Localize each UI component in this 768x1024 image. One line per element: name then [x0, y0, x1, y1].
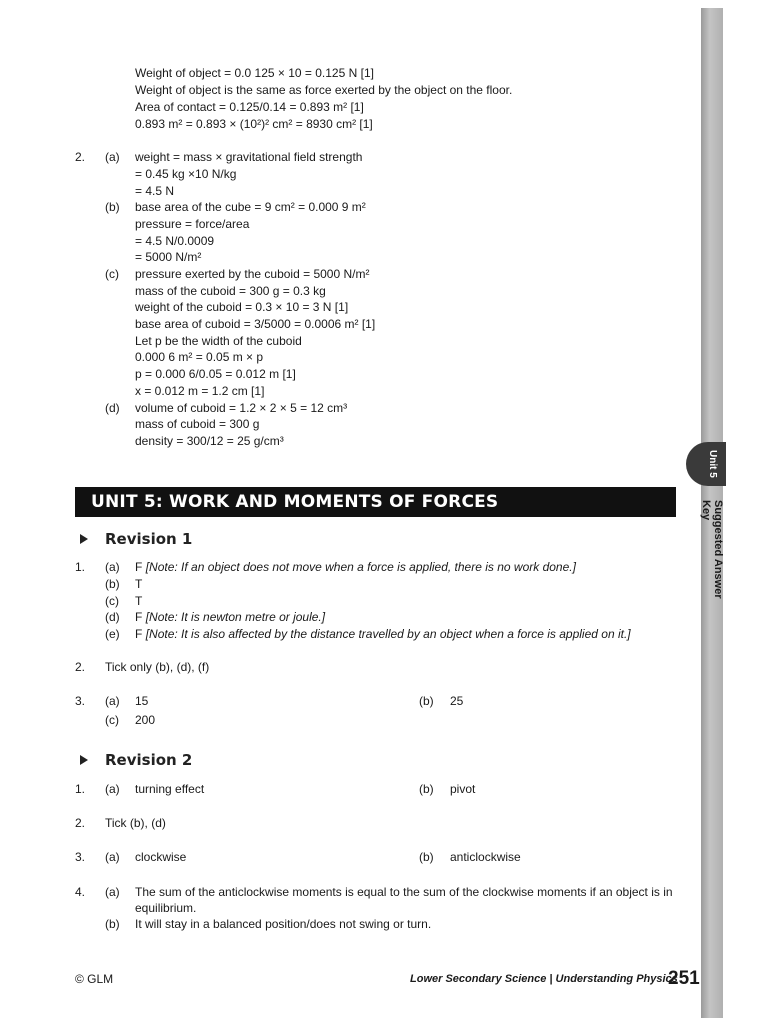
answer-line: mass of cuboid = 300 g [135, 417, 260, 431]
answer-line: volume of cuboid = 1.2 × 2 × 5 = 12 cm³ [135, 401, 348, 415]
part-label: (d) [105, 401, 120, 415]
part-label: (c) [105, 594, 119, 608]
part-label: (a) [105, 850, 120, 864]
part-label: (a) [105, 782, 120, 796]
answer-value: clockwise [135, 850, 187, 864]
part-label: (b) [105, 200, 120, 214]
answer-value: 25 [450, 694, 464, 708]
tf-answer-line [135, 626, 631, 642]
answer-line: base area of cuboid = 3/5000 = 0.0006 m² [1] [135, 317, 376, 331]
answer-line: pressure exerted by the cuboid = 5000 N/m² [135, 267, 370, 281]
copyright: © GLM [75, 972, 114, 986]
question-number: 2. [75, 150, 86, 164]
answer-line: density = 300/12 = 25 g/cm³ [135, 434, 284, 448]
answer-line: weight of the cuboid = 0.3 × 10 = 3 N [1] [135, 300, 349, 314]
tf-answer-line [135, 559, 576, 575]
part-label: (b) [419, 782, 434, 796]
answer-value: anticlockwise [450, 850, 521, 864]
part-label: (c) [105, 713, 119, 727]
answer-line: pressure = force/area [135, 217, 250, 231]
book-title: Lower Secondary Science | Understanding Physics [410, 973, 678, 985]
part-label: (a) [105, 885, 120, 899]
part-label: (b) [419, 694, 434, 708]
carryover-line: Weight of object is the same as force exerted by the object on the floor. [135, 83, 513, 97]
question-number: 4. [75, 885, 86, 899]
question-number: 2. [75, 660, 86, 674]
answer-line: = 4.5 N/0.0009 [135, 234, 215, 248]
question-number: 3. [75, 694, 86, 708]
tf-answer: F [135, 610, 143, 624]
part-label: (e) [105, 627, 120, 641]
answer-value: 200 [135, 713, 156, 727]
answer-line: Tick only (b), (d), (f) [105, 660, 210, 674]
question-number: 1. [75, 782, 86, 796]
part-label: (d) [105, 610, 120, 624]
play-arrow-icon [80, 534, 88, 544]
answer-line: It will stay in a balanced position/does not swing or turn. [135, 917, 432, 931]
unit-title-banner: UNIT 5: WORK AND MOMENTS OF FORCES [75, 487, 676, 517]
unit-side-tab-label: Unit 5 [707, 450, 718, 478]
answer-line: base area of the cube = 9 cm² = 0.000 9 m² [135, 200, 366, 214]
answer-line: The sum of the anticlockwise moments is equal to the sum of the clockwise moments if an object is in [135, 885, 673, 899]
carryover-line: 0.893 m² = 0.893 × (10²)² cm² = 8930 cm² [1] [135, 117, 373, 131]
part-label: (b) [105, 577, 120, 591]
part-label: (b) [105, 917, 120, 931]
answer-line: mass of the cuboid = 300 g = 0.3 kg [135, 284, 326, 298]
answer-line: p = 0.000 6/0.05 = 0.012 m [1] [135, 367, 296, 381]
carryover-line: Weight of object = 0.0 125 × 10 = 0.125 N [1] [135, 66, 374, 80]
answer-line: = 5000 N/m² [135, 250, 202, 264]
tf-answer-line [135, 609, 325, 625]
part-label: (c) [105, 267, 119, 281]
question-number: 1. [75, 560, 86, 574]
play-arrow-icon [80, 755, 88, 765]
answer-note: [Note: It is also affected by the distance travelled by an object when a force is applied on it.] [145, 627, 631, 641]
answer-line: weight = mass × gravitational field strength [135, 150, 363, 164]
page-number: 251 [668, 968, 700, 989]
answer-line: Let p be the width of the cuboid [135, 334, 302, 348]
answer-line: = 0.45 kg ×10 N/kg [135, 167, 237, 181]
part-label: (a) [105, 150, 120, 164]
part-label: (b) [419, 850, 434, 864]
tf-answer: T [135, 594, 143, 608]
answer-note: [Note: If an object does not move when a force is applied, there is no work done.] [145, 560, 576, 574]
question-number: 3. [75, 850, 86, 864]
part-label: (a) [105, 560, 120, 574]
answer-value: pivot [450, 782, 476, 796]
question-number: 2. [75, 816, 86, 830]
tf-answer: T [135, 577, 143, 591]
answer-note: [Note: It is newton metre or joule.] [145, 610, 326, 624]
answer-value: turning effect [135, 782, 205, 796]
answer-line: x = 0.012 m = 1.2 cm [1] [135, 384, 265, 398]
answer-value: 15 [135, 694, 149, 708]
tf-answer: F [135, 560, 143, 574]
tf-answer: F [135, 627, 143, 641]
answer-key-side-label: Suggested Answer Key [700, 500, 724, 599]
answer-line: Tick (b), (d) [105, 816, 166, 830]
answer-line: 0.000 6 m² = 0.05 m × p [135, 350, 264, 364]
part-label: (a) [105, 694, 120, 708]
revision-heading: Revision 1 [105, 530, 193, 548]
answer-line: equilibrium. [135, 901, 197, 915]
revision-heading: Revision 2 [105, 751, 193, 769]
carryover-line: Area of contact = 0.125/0.14 = 0.893 m² [1] [135, 100, 364, 114]
answer-line: = 4.5 N [135, 184, 175, 198]
